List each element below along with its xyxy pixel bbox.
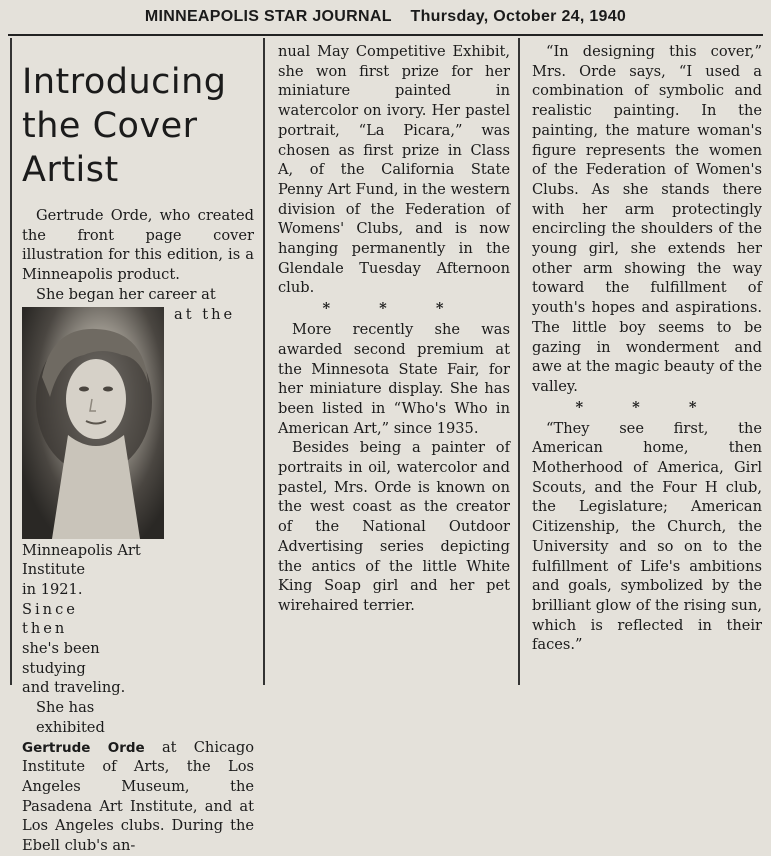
column-rule-2 bbox=[518, 38, 520, 685]
masthead bbox=[0, 0, 771, 34]
wrap-text-1: at the Minneapolis Art Institute in 1921. Since then she's been studying and traveling. bbox=[22, 305, 236, 697]
publication-date: Thursday, October 24, 1940 bbox=[410, 8, 627, 25]
headline-line-1: Introducing bbox=[22, 62, 227, 102]
paragraph: Gertrude Orde, who created the front page cover illustration for this edition, is a Minneapolis product. bbox=[22, 207, 254, 284]
paragraph-continued: Gertrude Orde at Chicago Institute of Arts, the Los Angeles Museum, the Pasadena Art Institute, and at Los Angeles clubs. During the Ebell club's an- bbox=[22, 738, 254, 855]
artist-portrait-photo bbox=[22, 307, 164, 539]
paragraph-lead: She began her career at bbox=[36, 285, 216, 303]
paragraph: Besides being a painter of portraits in oil, watercolor and pastel, Mrs. Orde is known on the west coast as the creator of the National Outdoor Advertising series depicting the antics of the little White King Soap girl and her pet wirehaired terrier. bbox=[278, 439, 510, 614]
paragraph: More recently she was awarded second premium at the Minnesota State Fair, for her miniature display. She has been listed in “Who's Who in American Art,” since 1935. bbox=[278, 321, 510, 437]
portrait-illustration bbox=[22, 307, 164, 539]
paragraph: nual May Competitive Exhibit, she won first prize for her miniature painted in watercolor on ivory. Her pastel portrait, “La Picara,” was chosen as first prize in Class A, of the California State Penny Art Fund, in the western division of the Federation of Womens' Clubs, and is now hanging permanently in the Glendale Tuesday Afternoon club. bbox=[278, 43, 510, 297]
wrap-text-2: She has exhibited bbox=[36, 699, 105, 736]
section-divider-stars: * * * bbox=[575, 398, 719, 416]
photo-caption: Gertrude Orde bbox=[22, 739, 145, 756]
article-column-2 bbox=[278, 42, 510, 616]
article-column-3 bbox=[532, 42, 762, 655]
headline-line-2: the Cover bbox=[22, 106, 198, 146]
column-rule-1 bbox=[263, 38, 265, 685]
column-rule-left bbox=[10, 38, 12, 685]
masthead-rule bbox=[8, 34, 763, 36]
section-divider-stars: * * * bbox=[322, 300, 466, 318]
paragraph: “They see first, the American home, then Motherhood of America, Girl Scouts, and the Four H club, the Legislature; American Citizenship, the Church, the University and so on to the fulfillment of Life's ambitions and goals, symbolized by the brilliant glow of the rising sun, which is reflected in their faces.” bbox=[532, 419, 762, 654]
article-column-1 bbox=[22, 42, 254, 856]
headline bbox=[22, 60, 254, 192]
newspaper-name: MINNEAPOLIS STAR JOURNAL bbox=[144, 8, 392, 25]
photo-block bbox=[22, 307, 164, 539]
headline-line-3: Artist bbox=[22, 150, 119, 190]
paragraph: “In designing this cover,” Mrs. Orde says, “I used a combination of symbolic and realistic painting. In the painting, the mature woman's figure represents the women of the Federation of Women's Clubs. As she stands there with her arm protectingly encircling the shoulders of the young girl, she extends her other arm showing the way toward the fulfillment of youth's hopes and aspirations. The little boy seems to be gazing in wonderment and awe at the magic beauty of the valley. bbox=[532, 43, 762, 395]
